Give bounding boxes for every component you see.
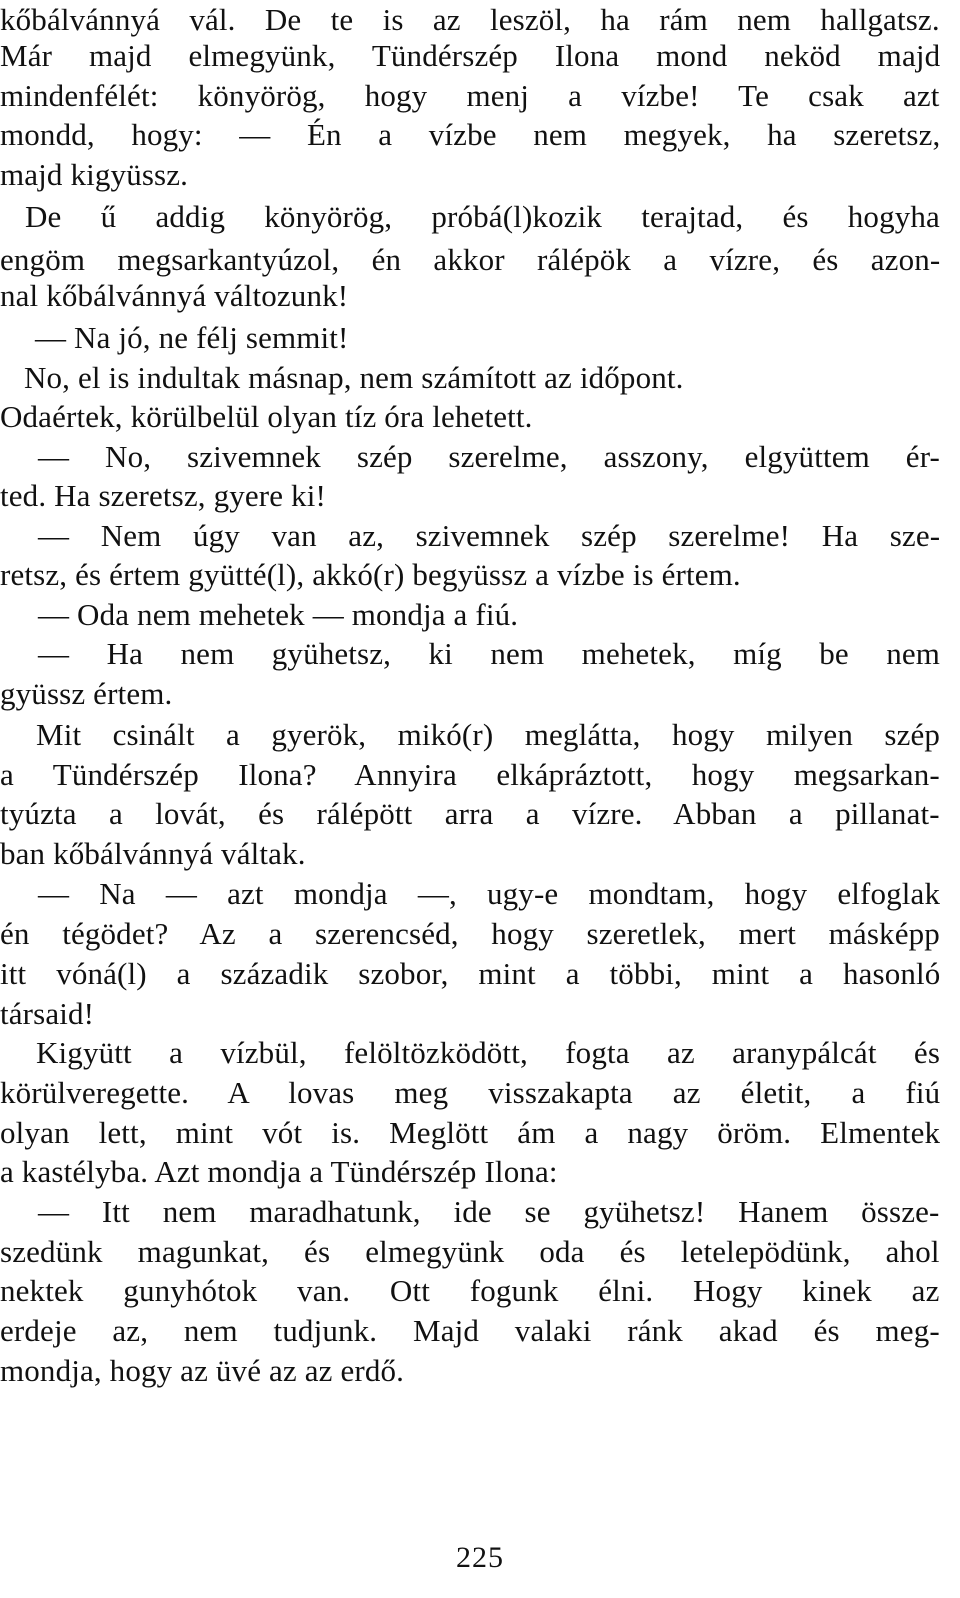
text-line: — Oda nem mehetek — mondja a fiú. [38,597,519,632]
text-line: nektek gunyhótok van. Ott fogunk élni. Hogy kinek az [0,1273,940,1308]
text-line: itt vóná(l) a századik szobor, mint a többi, mint a hasonló [0,956,941,991]
text-line: Már majd elmegyünk, Tündérszép Ilona mond neköd majd [0,38,941,73]
text-line: szedünk magunkat, és elmegyünk oda és letelepödünk, ahol [0,1234,940,1269]
text-line: Kigyütt a vízbül, felöltözködött, fogta az aranypálcát és [36,1035,941,1070]
text-line: kőbálvánnyá vál. De te is az leszöl, ha rám nem hallgatsz. [0,2,940,37]
text-line: — Nem úgy van az, szivemnek szép szerelme! Ha sze- [38,518,941,553]
text-line: — Na — azt mondja —, ugy-e mondtam, hogy elfoglak [38,876,941,911]
text-line: gyüssz értem. [0,676,173,711]
text-line: majd kigyüssz. [0,157,189,192]
text-line: a kastélyba. Azt mondja a Tündérszép Ilona: [0,1154,558,1189]
text-line: Odaértek, körülbelül olyan tíz óra lehetett. [0,399,533,434]
text-line: ted. Ha szeretsz, gyere ki! [0,478,326,513]
text-line: tyúzta a lovát, és rálépött arra a vízre. Abban a pillanat- [0,796,940,831]
text-line: — Na jó, ne félj semmit! [35,320,349,355]
text-line: a Tündérszép Ilona? Annyira elkápráztott, hogy megsarkan- [0,757,940,792]
text-line: mondja, hogy az üvé az az erdő. [0,1353,405,1388]
page-number: 225 [456,1541,504,1574]
text-line: engöm megsarkantyúzol, én akkor rálépök a vízre, és azon- [0,242,941,277]
text-line: Mit csinált a gyerök, mikó(r) meglátta, hogy milyen szép [36,717,941,752]
text-line: — Itt nem maradhatunk, ide se gyühetsz! Hanem össze- [38,1194,940,1229]
text-line: mindenfélét: könyörög, hogy menj a vízbe! Te csak azt [0,78,940,113]
text-line: ban kőbálvánnyá váltak. [0,836,306,871]
text-line: nal kőbálvánnyá változunk! [0,278,349,313]
text-line: retsz, és értem gyütté(l), akkó(r) begyüssz a vízbe is értem. [0,557,741,592]
text-line: körülveregette. A lovas meg visszakapta az életit, a fiú [0,1075,941,1110]
text-line: No, el is indultak másnap, nem számított az időpont. [24,360,684,395]
text-line: De ű addig könyörög, próbá(l)kozik terajtad, és hogyha [25,199,940,234]
text-line: erdeje az, nem tudjunk. Majd valaki ránk akad és meg- [0,1313,940,1348]
text-line: — No, szivemnek szép szerelme, asszony, elgyüttem ér- [38,439,941,474]
text-line: — Ha nem gyühetsz, ki nem mehetek, míg be nem [38,636,941,671]
text-line: társaid! [0,996,95,1031]
text-line: olyan lett, mint vót is. Meglött ám a nagy öröm. Elmentek [0,1115,941,1150]
text-line: mondd, hogy: — Én a vízbe nem megyek, ha szeretsz, [0,117,941,152]
text-line: én tégödet? Az a szerencséd, hogy szeretlek, mert másképp [0,916,940,951]
